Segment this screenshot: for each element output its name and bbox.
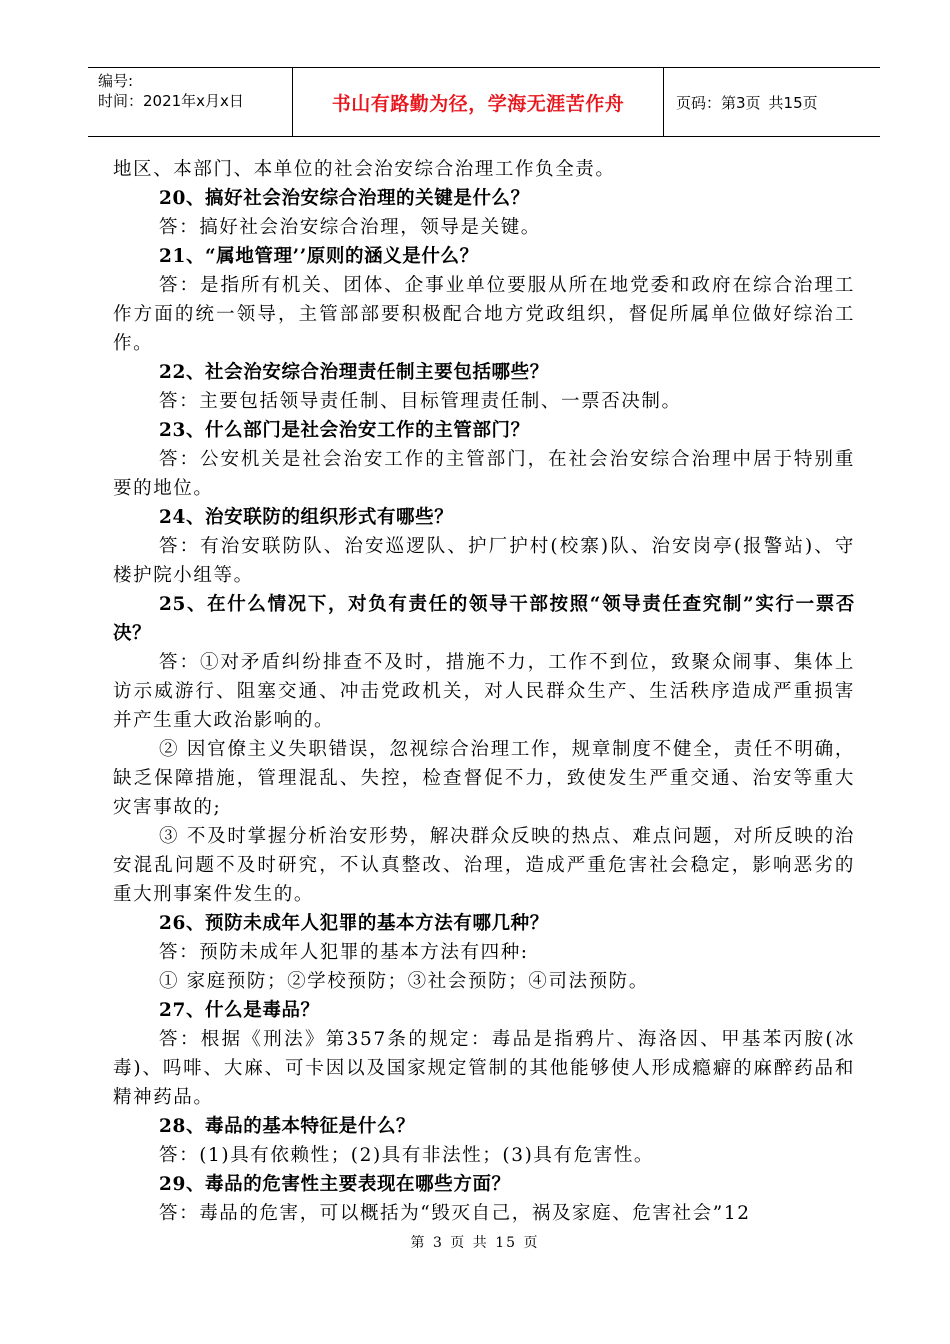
answer-paragraph: ③ 不及时掌握分析治安形势，解决群众反映的热点、难点问题，对所反映的治安混乱问题不及时研究，不认真整改、治理，造成严重危害社会稳定，影响恶劣的重大刑事案件发生的。: [113, 826, 855, 905]
page-footer: 第 3 页 共 15 页: [410, 1235, 540, 1251]
question-heading: 29、毒品的危害性主要表现在哪些方面？: [159, 1174, 511, 1195]
question-heading: 24、治安联防的组织形式有哪些？: [159, 507, 454, 528]
answer-paragraph: 答：根据《刑法》第357条的规定：毒品是指鸦片、海洛因、甲基苯丙胺(冰毒)、吗啡、大麻、可卡因以及国家规定管制的其他能够使人形成瘾癖的麻醉药品和精神药品。: [113, 1029, 855, 1108]
paragraph: 地区、本部门、本单位的社会治安综合治理工作负全责。: [113, 159, 616, 180]
question-heading: 22、社会治安综合治理责任制主要包括哪些？: [159, 362, 549, 383]
answer-paragraph: 答：是指所有机关、团体、企事业单位要服从所在地党委和政府在综合治理工作方面的统一领导，主管部部要积极配合地方党政组织，督促所属单位做好综治工作。: [113, 275, 855, 354]
answer-list: ① 家庭预防；②学校预防；③社会预防；④司法预防。: [159, 971, 649, 992]
document-header: [88, 67, 880, 137]
question-heading: 21、“属地管理’’原则的涵义是什么？: [159, 246, 479, 267]
answer-paragraph: 答：毒品的危害，可以概括为“毁灭自己，祸及家庭、危害社会”12: [159, 1203, 751, 1224]
question-heading: 20、搞好社会治安综合治理的关键是什么？: [159, 188, 530, 209]
document-body: [113, 155, 855, 1228]
answer-paragraph: 答：①对矛盾纠纷排查不及时，措施不力，工作不到位，致聚众闹事、集体上访示威游行、阻塞交通、冲击党政机关，对人民群众生产、生活秩序造成严重损害并产生重大政治影响的。: [113, 652, 855, 731]
header-meta: [88, 68, 292, 136]
question-heading: 26、预防未成年人犯罪的基本方法有哪几种？: [159, 913, 549, 934]
question-heading: 25、在什么情况下，对负有责任的领导干部按照“领导责任查究制”实行一票否决？: [113, 594, 855, 644]
question-heading: 28、毒品的基本特征是什么？: [159, 1116, 416, 1137]
question-heading: 27、什么是毒品？: [159, 1000, 320, 1021]
answer-paragraph: 答：(1)具有依赖性；(2)具有非法性；(3)具有危害性。: [159, 1145, 655, 1166]
answer-paragraph: 答：有治安联防队、治安巡逻队、护厂护村(校寨)队、治安岗亭(报警站)、守楼护院小组等。: [113, 536, 855, 586]
page-number-label: 页码：第3页: [676, 93, 761, 112]
serial-label: 编号:: [98, 72, 134, 90]
header-motto: 书山有路勤为径，学海无涯苦作舟: [292, 68, 664, 136]
answer-paragraph: 答：预防未成年人犯罪的基本方法有四种:: [159, 942, 529, 963]
answer-paragraph: ② 因官僚主义失职错误，忽视综合治理工作，规章制度不健全，责任不明确，缺乏保障措施，管理混乱、失控，检查督促不力，致使发生严重交通、治安等重大灾害事故的;: [113, 739, 855, 818]
question-heading: 23、什么部门是社会治安工作的主管部门？: [159, 420, 530, 441]
header-page-info: [664, 68, 880, 136]
page-total-label: 共15页: [768, 93, 818, 112]
answer-paragraph: 答：主要包括领导责任制、目标管理责任制、一票否决制。: [159, 391, 682, 412]
date-label: 时间：2021年x月x日: [98, 92, 244, 110]
answer-paragraph: 答：搞好社会治安综合治理，领导是关键。: [159, 217, 541, 238]
answer-paragraph: 答：公安机关是社会治安工作的主管部门，在社会治安综合治理中居于特别重要的地位。: [113, 449, 855, 499]
